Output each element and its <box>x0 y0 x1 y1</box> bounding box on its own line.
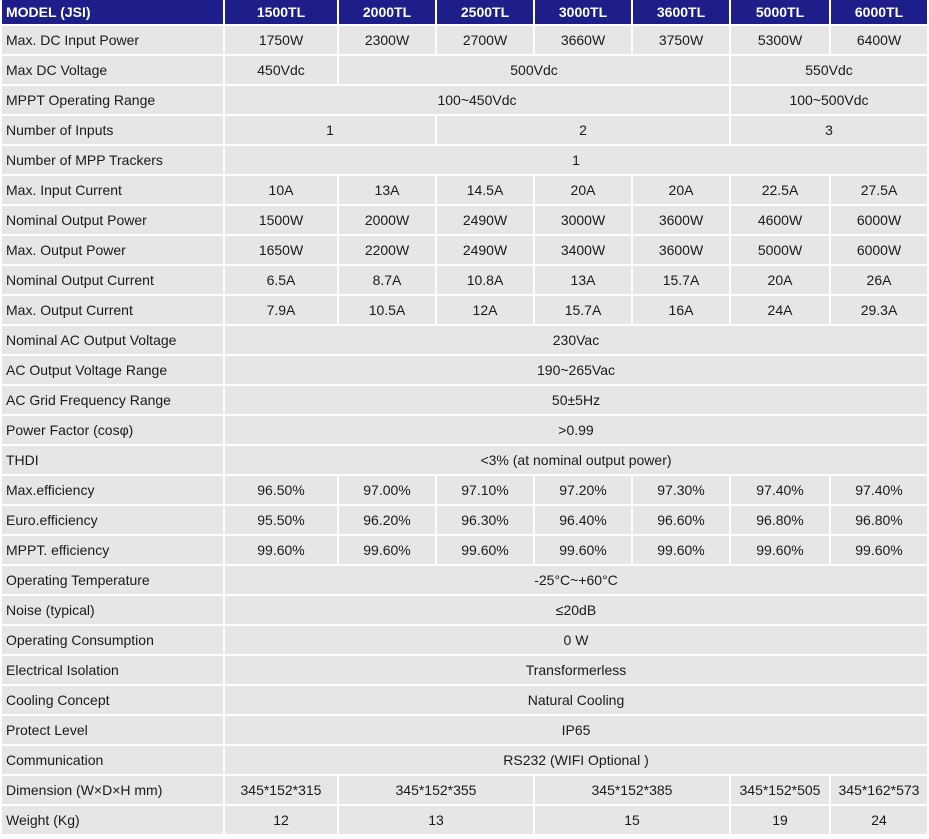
spec-value-cell: 6000W <box>831 236 927 264</box>
table-row <box>2 176 927 204</box>
spec-value-cell: 230Vac <box>225 326 927 354</box>
spec-value-cell: 96.20% <box>339 506 435 534</box>
spec-value-cell: 24 <box>831 806 927 834</box>
spec-value-cell: 96.40% <box>535 506 631 534</box>
spec-value-cell: 345*152*315 <box>225 776 337 804</box>
spec-value-cell: 5000W <box>731 236 829 264</box>
spec-value-cell: 10.5A <box>339 296 435 324</box>
spec-value-cell: 99.60% <box>731 536 829 564</box>
table-row <box>2 656 927 684</box>
table-row <box>2 446 927 474</box>
row-label: Electrical Isolation <box>2 656 223 684</box>
spec-value-cell: 99.60% <box>339 536 435 564</box>
row-label: AC Grid Frequency Range <box>2 386 223 414</box>
spec-value-cell: 3750W <box>633 26 729 54</box>
spec-value-cell: <3% (at nominal output power) <box>225 446 927 474</box>
spec-value-cell: 2 <box>437 116 729 144</box>
table-row <box>2 776 927 804</box>
spec-value-cell: 345*152*355 <box>339 776 533 804</box>
table-row <box>2 686 927 714</box>
spec-value-cell: 3600W <box>633 206 729 234</box>
spec-value-cell: 96.30% <box>437 506 533 534</box>
spec-value-cell: 12 <box>225 806 337 834</box>
table-row <box>2 566 927 594</box>
model-column-header: 2500TL <box>437 0 533 24</box>
spec-value-cell: 1650W <box>225 236 337 264</box>
spec-value-cell: 24A <box>731 296 829 324</box>
row-label: AC Output Voltage Range <box>2 356 223 384</box>
row-label: Nominal Output Current <box>2 266 223 294</box>
spec-value-cell: 1 <box>225 146 927 174</box>
table-row <box>2 716 927 744</box>
spec-value-cell: 20A <box>731 266 829 294</box>
spec-value-cell: 99.60% <box>831 536 927 564</box>
spec-value-cell: 345*152*505 <box>731 776 829 804</box>
spec-value-cell: 99.60% <box>535 536 631 564</box>
spec-value-cell: 3660W <box>535 26 631 54</box>
spec-value-cell: 97.10% <box>437 476 533 504</box>
spec-value-cell: 13A <box>535 266 631 294</box>
spec-value-cell: 15 <box>535 806 729 834</box>
header-row <box>2 0 927 24</box>
spec-value-cell: RS232 (WIFI Optional ) <box>225 746 927 774</box>
row-label: Max.efficiency <box>2 476 223 504</box>
spec-value-cell: 99.60% <box>633 536 729 564</box>
spec-value-cell: 50±5Hz <box>225 386 927 414</box>
spec-value-cell: 2490W <box>437 206 533 234</box>
table-row <box>2 86 927 114</box>
spec-value-cell: -25°C~+60°C <box>225 566 927 594</box>
spec-value-cell: 22.5A <box>731 176 829 204</box>
model-column-header: 6000TL <box>831 0 927 24</box>
spec-value-cell: 500Vdc <box>339 56 729 84</box>
spec-value-cell: 99.60% <box>437 536 533 564</box>
spec-value-cell: 12A <box>437 296 533 324</box>
spec-value-cell: 96.50% <box>225 476 337 504</box>
spec-value-cell: 10A <box>225 176 337 204</box>
table-row <box>2 266 927 294</box>
spec-value-cell: 29.3A <box>831 296 927 324</box>
table-row <box>2 56 927 84</box>
spec-value-cell: 16A <box>633 296 729 324</box>
spec-value-cell: 4600W <box>731 206 829 234</box>
spec-value-cell: 97.00% <box>339 476 435 504</box>
row-label: Weight (Kg) <box>2 806 223 834</box>
spec-value-cell: 15.7A <box>535 296 631 324</box>
row-label: Euro.efficiency <box>2 506 223 534</box>
spec-value-cell: ≤20dB <box>225 596 927 624</box>
table-row <box>2 236 927 264</box>
spec-value-cell: 15.7A <box>633 266 729 294</box>
row-label: Max. Output Current <box>2 296 223 324</box>
row-label: THDI <box>2 446 223 474</box>
spec-value-cell: 345*152*385 <box>535 776 729 804</box>
spec-value-cell: 97.20% <box>535 476 631 504</box>
table-row <box>2 326 927 354</box>
spec-value-cell: 3000W <box>535 206 631 234</box>
row-label: Max. Output Power <box>2 236 223 264</box>
spec-value-cell: 3 <box>731 116 927 144</box>
row-label: Number of Inputs <box>2 116 223 144</box>
spec-value-cell: 1500W <box>225 206 337 234</box>
row-label: MPPT Operating Range <box>2 86 223 114</box>
table-row <box>2 746 927 774</box>
spec-value-cell: 345*162*573 <box>831 776 927 804</box>
row-label: Communication <box>2 746 223 774</box>
spec-value-cell: 7.9A <box>225 296 337 324</box>
spec-value-cell: 100~500Vdc <box>731 86 927 114</box>
row-label: Cooling Concept <box>2 686 223 714</box>
spec-value-cell: 1 <box>225 116 435 144</box>
spec-value-cell: 96.80% <box>731 506 829 534</box>
spec-value-cell: IP65 <box>225 716 927 744</box>
spec-value-cell: 20A <box>633 176 729 204</box>
model-column-header: 1500TL <box>225 0 337 24</box>
spec-value-cell: 14.5A <box>437 176 533 204</box>
row-label: Noise (typical) <box>2 596 223 624</box>
spec-value-cell: 97.40% <box>731 476 829 504</box>
spec-body <box>2 26 927 834</box>
spec-value-cell: 3600W <box>633 236 729 264</box>
spec-value-cell: 2700W <box>437 26 533 54</box>
spec-value-cell: 97.30% <box>633 476 729 504</box>
row-label: Operating Consumption <box>2 626 223 654</box>
row-label: Nominal Output Power <box>2 206 223 234</box>
spec-value-cell: 19 <box>731 806 829 834</box>
row-label: MPPT. efficiency <box>2 536 223 564</box>
model-column-header: 2000TL <box>339 0 435 24</box>
spec-value-cell: 100~450Vdc <box>225 86 729 114</box>
spec-value-cell: 99.60% <box>225 536 337 564</box>
model-header: MODEL (JSI) <box>2 0 223 24</box>
table-row <box>2 296 927 324</box>
spec-value-cell: 10.8A <box>437 266 533 294</box>
spec-value-cell: 3400W <box>535 236 631 264</box>
spec-value-cell: Transformerless <box>225 656 927 684</box>
spec-value-cell: 8.7A <box>339 266 435 294</box>
spec-value-cell: 450Vdc <box>225 56 337 84</box>
table-row <box>2 146 927 174</box>
table-row <box>2 806 927 834</box>
model-column-header: 3600TL <box>633 0 729 24</box>
table-row <box>2 596 927 624</box>
spec-value-cell: 190~265Vac <box>225 356 927 384</box>
row-label: Number of MPP Trackers <box>2 146 223 174</box>
spec-value-cell: 6000W <box>831 206 927 234</box>
spec-value-cell: 95.50% <box>225 506 337 534</box>
spec-value-cell: 2300W <box>339 26 435 54</box>
row-label: Protect Level <box>2 716 223 744</box>
table-row <box>2 206 927 234</box>
table-row <box>2 356 927 384</box>
spec-value-cell: 2200W <box>339 236 435 264</box>
spec-value-cell: 5300W <box>731 26 829 54</box>
table-row <box>2 116 927 144</box>
row-label: Max. Input Current <box>2 176 223 204</box>
spec-value-cell: 6.5A <box>225 266 337 294</box>
table-row <box>2 506 927 534</box>
spec-value-cell: Natural Cooling <box>225 686 927 714</box>
row-label: Operating Temperature <box>2 566 223 594</box>
spec-value-cell: 27.5A <box>831 176 927 204</box>
table-row <box>2 626 927 654</box>
table-row <box>2 26 927 54</box>
spec-value-cell: 6400W <box>831 26 927 54</box>
spec-value-cell: 96.60% <box>633 506 729 534</box>
spec-value-cell: 550Vdc <box>731 56 927 84</box>
spec-value-cell: 2000W <box>339 206 435 234</box>
spec-value-cell: >0.99 <box>225 416 927 444</box>
spec-value-cell: 96.80% <box>831 506 927 534</box>
spec-value-cell: 0 W <box>225 626 927 654</box>
spec-value-cell: 13 <box>339 806 533 834</box>
spec-value-cell: 26A <box>831 266 927 294</box>
spec-value-cell: 97.40% <box>831 476 927 504</box>
table-row <box>2 476 927 504</box>
table-row <box>2 416 927 444</box>
spec-value-cell: 13A <box>339 176 435 204</box>
row-label: Max DC Voltage <box>2 56 223 84</box>
spec-value-cell: 20A <box>535 176 631 204</box>
model-column-header: 3000TL <box>535 0 631 24</box>
table-row <box>2 386 927 414</box>
spec-value-cell: 2490W <box>437 236 533 264</box>
model-column-header: 5000TL <box>731 0 829 24</box>
spec-value-cell: 1750W <box>225 26 337 54</box>
row-label: Dimension (W×D×H mm) <box>2 776 223 804</box>
row-label: Max. DC Input Power <box>2 26 223 54</box>
table-row <box>2 536 927 564</box>
row-label: Nominal AC Output Voltage <box>2 326 223 354</box>
row-label: Power Factor (cosφ) <box>2 416 223 444</box>
